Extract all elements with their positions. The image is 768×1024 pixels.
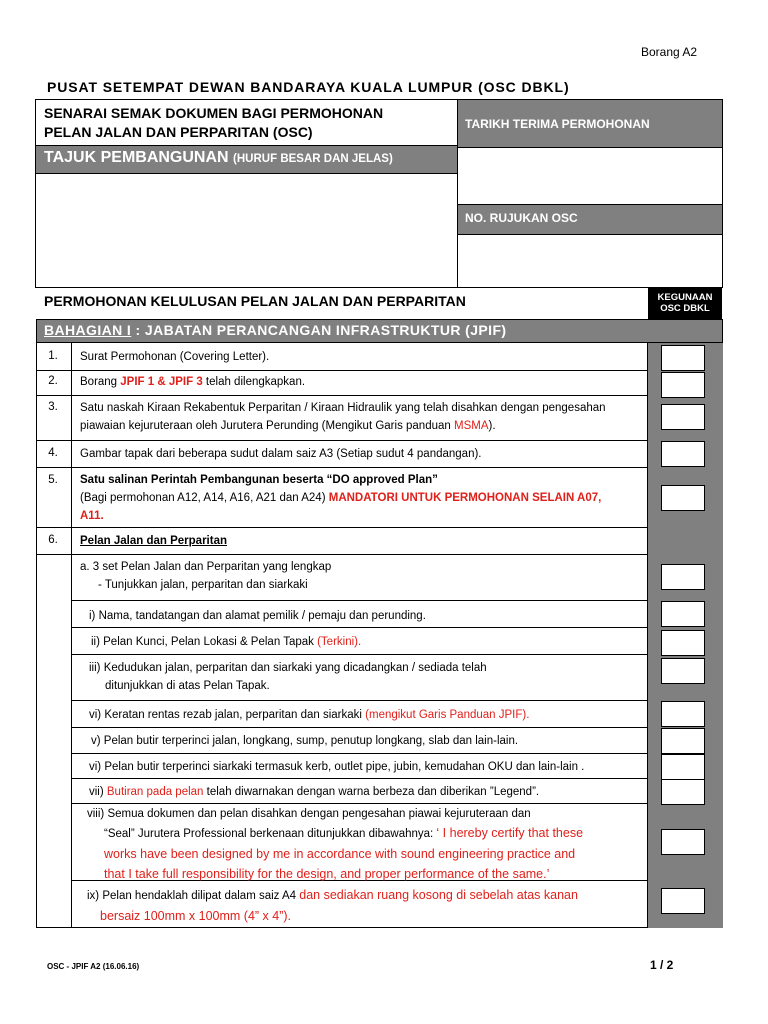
item-2-number: 2. <box>48 375 58 387</box>
item-4-text: Gambar tapak dari beberapa sudut dalam saiz A3 (Setiap sudut 4 pandangan). <box>80 448 482 460</box>
subitem-a-checkbox[interactable] <box>661 564 705 590</box>
subitem-9-checkbox[interactable] <box>661 888 705 914</box>
subitem-7-checkbox[interactable] <box>661 779 705 805</box>
subitem-7-text: vii) Butiran pada pelan telah diwarnakan dengan warna berbeza dan diberikan ”Legend”. <box>89 786 540 798</box>
subitem-2-text: ii) Pelan Kunci, Pelan Lokasi & Pelan Tapak (Terkini). <box>91 636 362 648</box>
subitem-4-text: vi) Keratan rentas rezab jalan, perparitan dan siarkaki (mengikut Garis Panduan JPIF). <box>89 709 530 721</box>
item-1-checkbox[interactable] <box>661 345 705 371</box>
subitem-4-checkbox[interactable] <box>661 701 705 727</box>
subitem-1-text: i) Nama, tandatangan dan alamat pemilik / pemaju dan perunding. <box>89 610 426 622</box>
section-title: BAHAGIAN I : JABATAN PERANCANGAN INFRASTRUKTUR (JPIF) <box>44 322 507 338</box>
subitem-8-text: viii) Semua dokumen dan pelan disahkan dengan pengesahan piawai kejuruteraan dan “Seal” Jurutera Professional berkenaan ditunjukkan dibawahnya: ‘ I hereby certify that these works have been designed by me in accordance with sound engineering practice and that I take full responsibility for the design, and proper performance of the same.’ <box>87 808 584 881</box>
subitem-6-checkbox[interactable] <box>661 754 705 780</box>
osc-ref-label: NO. RUJUKAN OSC <box>465 211 578 225</box>
item-6-heading: Pelan Jalan dan Perparitan <box>80 535 228 547</box>
item-5-text: Satu salinan Perintah Pembangunan beserta “DO approved Plan” (Bagi permohonan A12, A14, A16, A21 dan A24) MANDATORI UNTUK PERMOHONAN SELAIN A07, A11. <box>80 474 602 522</box>
item-1-text: Surat Permohonan (Covering Letter). <box>80 351 270 363</box>
subitem-3-text: iii) Kedudukan jalan, perparitan dan siarkaki yang dicadangkan / sediada telah ditunjukkan di atas Pelan Tapak. <box>89 662 487 692</box>
item-5-number: 5. <box>48 474 58 486</box>
form-code: Borang A2 <box>641 45 698 59</box>
item-5-checkbox[interactable] <box>661 485 705 511</box>
page-number: 1 / 2 <box>650 958 674 972</box>
subitem-5-checkbox[interactable] <box>661 728 705 754</box>
subitem-3-checkbox[interactable] <box>661 658 705 684</box>
osc-ref-field[interactable] <box>458 234 722 288</box>
item-3-checkbox[interactable] <box>661 404 705 430</box>
item-2-text: Borang JPIF 1 & JPIF 3 telah dilengkapkan. <box>80 376 306 388</box>
item-1-number: 1. <box>48 350 58 362</box>
development-title-label: TAJUK PEMBANGUNAN (HURUF BESAR DAN JELAS) <box>44 149 393 166</box>
application-title: PERMOHONAN KELULUSAN PELAN JALAN DAN PERPARITAN <box>44 293 466 309</box>
development-title-field[interactable] <box>36 174 457 287</box>
item-4-checkbox[interactable] <box>661 441 705 467</box>
subitem-9-text: ix) Pelan hendaklah dilipat dalam saiz A4 dan sediakan ruang kosong di sebelah atas kanan bersaiz 100mm x 100mm (4” x 4”). <box>87 888 578 923</box>
item-2-checkbox[interactable] <box>661 372 705 398</box>
subitem-1-checkbox[interactable] <box>661 601 705 627</box>
received-date-label: TARIKH TERIMA PERMOHONAN <box>465 117 650 131</box>
footer-code: OSC - JPIF A2 (16.06.16) <box>47 962 140 971</box>
checklist-title: SENARAI SEMAK DOKUMEN BAGI PERMOHONAN PELAN JALAN DAN PERPARITAN (OSC) <box>44 105 384 140</box>
received-date-field[interactable] <box>458 147 722 204</box>
subitem-a-text: a. 3 set Pelan Jalan dan Perparitan yang lengkap - Tunjukkan jalan, perparitan dan siarkaki <box>80 561 332 591</box>
subitem-6-text: vi) Pelan butir terperinci siarkaki termasuk kerb, outlet pipe, jubin, kemudahan OKU dan lain-lain . <box>89 761 585 773</box>
item-3-text: Satu naskah Kiraan Rekabentuk Perparitan / Kiraan Hidraulik yang telah disahkan dengan pengesahan piawaian kejuruteraan oleh Jurutera Perunding (Mengikut Garis panduan MSMA). <box>80 402 606 432</box>
main-title: PUSAT SETEMPAT DEWAN BANDARAYA KUALA LUMPUR (OSC DBKL) <box>47 79 570 95</box>
item-4-number: 4. <box>48 447 58 459</box>
subitem-8-checkbox[interactable] <box>661 829 705 855</box>
official-use-header: KEGUNAAN OSC DBKL <box>648 288 722 319</box>
subitem-5-text: v) Pelan butir terperinci jalan, longkang, sump, penutup longkang, slab dan lain-lain. <box>91 735 519 747</box>
item-6-number: 6. <box>48 534 58 546</box>
item-3-number: 3. <box>48 401 58 413</box>
subitem-2-checkbox[interactable] <box>661 630 705 656</box>
